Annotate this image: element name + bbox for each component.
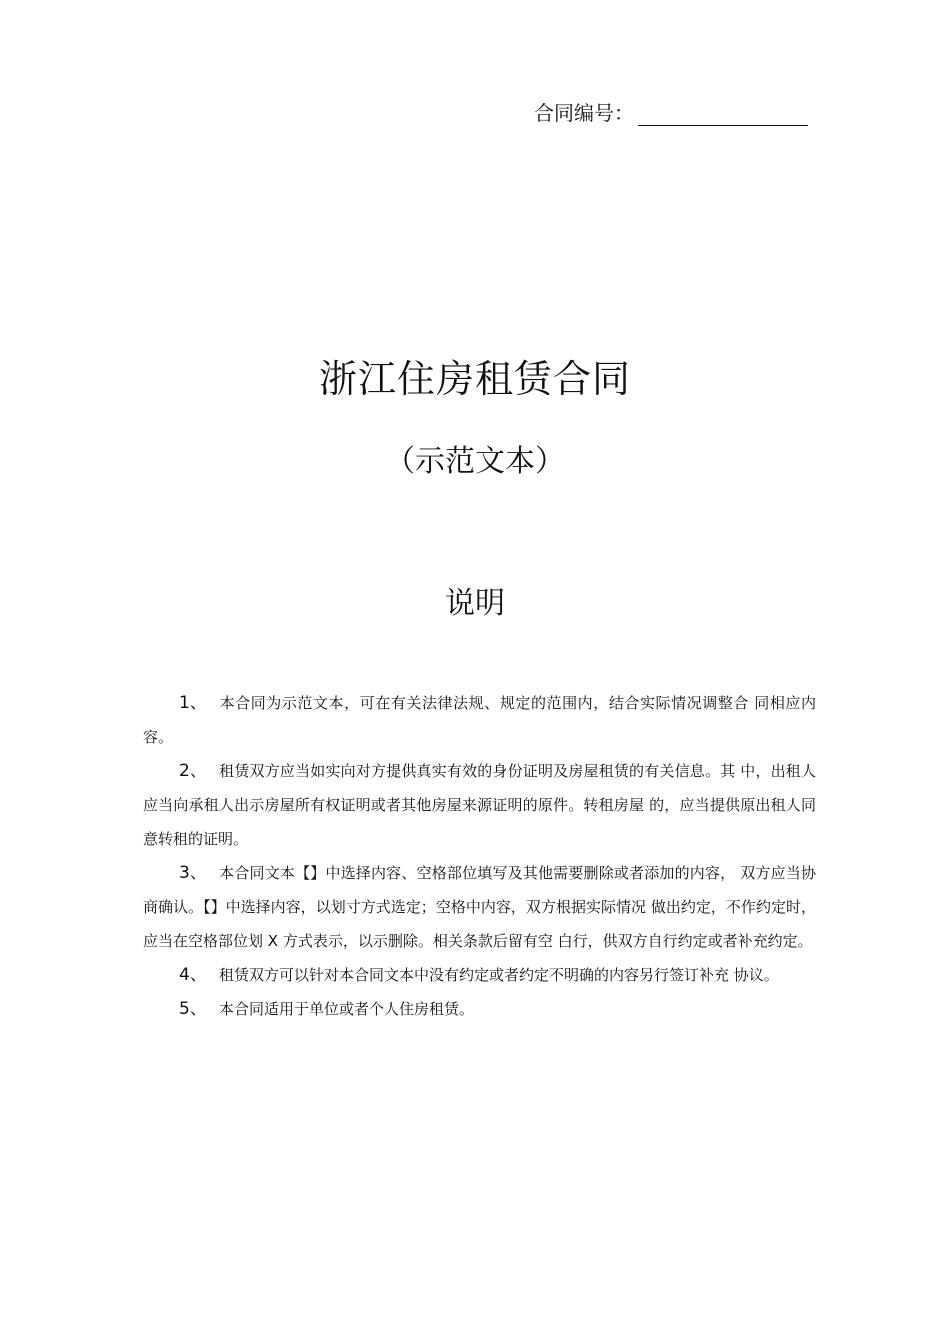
instruction-text: 本合同为示范文本，可在有关法律法规、规定的范围内，结合实际情况调整合 同相应内容。 [143, 694, 816, 746]
instructions-list [143, 686, 816, 1026]
contract-number-blank-line [638, 103, 808, 126]
document-subtitle: （示范文本） [385, 444, 565, 479]
instruction-text: 租赁双方可以针对本合同文本中没有约定或者约定不明确的内容另行签订补充 协议。 [219, 966, 779, 984]
instruction-number: 2、 [179, 761, 207, 781]
instruction-text: 租赁双方应当如实向对方提供真实有效的身份证明及房屋租赁的有关信息。其 中，出租人应当向承租人出示房屋所有权证明或者其他房屋来源证明的原件。转租房屋 的，应当提供原出租人同意转租的证明。 [143, 762, 816, 848]
document-title: 浙江住房租赁合同 [318, 357, 631, 401]
instruction-number: 1、 [179, 693, 207, 713]
instruction-item-3 [143, 856, 816, 958]
instruction-item-1 [143, 686, 816, 754]
instruction-number: 5、 [179, 999, 207, 1019]
instruction-text: 本合同文本【】中选择内容、空格部位填写及其他需要删除或者添加的内容， 双方应当协商确认。【】中选择内容，以划寸方式选定；空格中内容，双方根据实际情况 做出约定，不作约定时，应当在空格部位划 X 方式表示，以示删除。相关条款后留有空 白行，供双方自行约定或者补充约定。 [143, 864, 816, 950]
instruction-text: 本合同适用于单位或者个人住房租赁。 [219, 1000, 475, 1018]
instruction-number: 3、 [179, 863, 207, 883]
section-heading-instructions: 说明 [445, 586, 505, 621]
instruction-item-4 [143, 958, 816, 992]
instruction-item-5 [143, 992, 816, 1026]
instruction-item-2 [143, 754, 816, 856]
instruction-number: 4、 [179, 965, 207, 985]
contract-number-label: 合同编号： [534, 101, 634, 125]
contract-number-field [534, 100, 824, 126]
